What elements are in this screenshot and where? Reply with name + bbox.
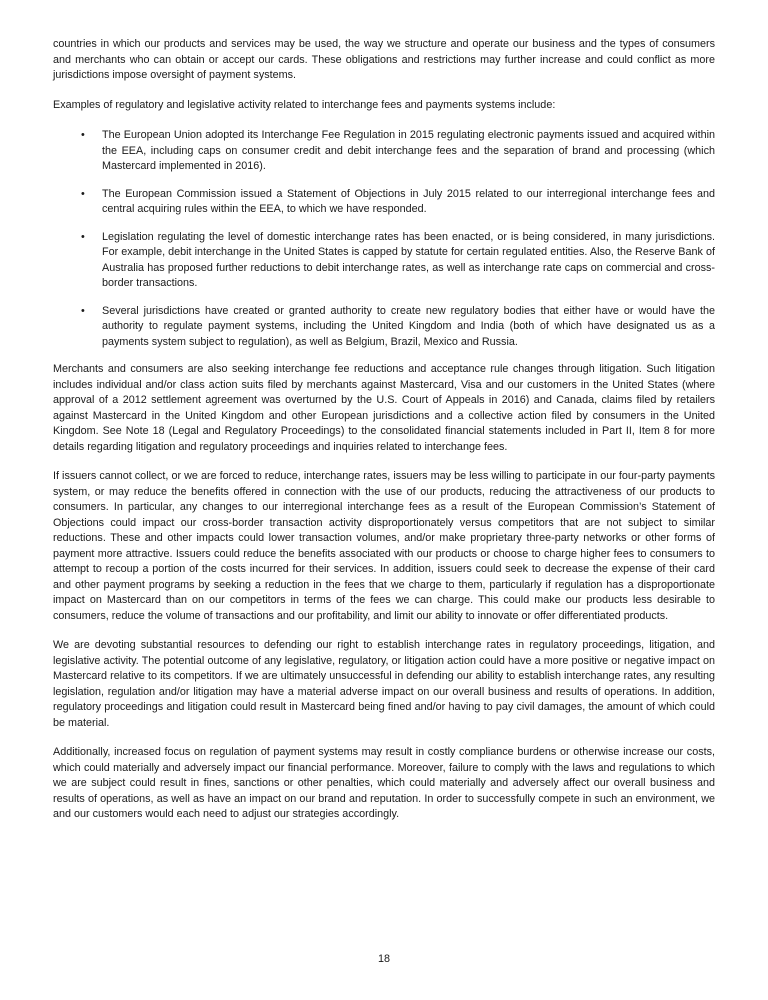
paragraph-examples-lead: Examples of regulatory and legislative activity related to interchange fees and payments systems include: xyxy=(53,98,556,111)
bullet-marker: • xyxy=(81,129,85,141)
bullet-list xyxy=(53,128,715,350)
paragraph-compliance-burdens: Additionally, increased focus on regulation of payment systems may result in costly compliance burdens or otherwise increase our costs, which could materially and adversely impact our financial performance. Moreover, failure to comply with the laws and regulations to which we are subject could result in fines, sanctions or other penalties, which could materially and adversely affect our overall business and results of operations, as well as have an impact on our brand and reputation. In order to successfully compete in such an environment, we and our customers would each need to adjust our strategies accordingly. xyxy=(53,746,715,820)
bullet-item-ec-statement-of-objections xyxy=(53,187,715,218)
paragraph-intro: countries in which our products and services may be used, the way we structure and operate our business and the types of consumers and merchants who can obtain or accept our cards. These obligations and restrictions may further increase and could conflict as more jurisdictions impose oversight of payment systems. xyxy=(53,38,715,81)
bullet-marker: • xyxy=(81,304,85,317)
bullet-text: The European Union adopted its Interchange Fee Regulation in 2015 regulating electronic payments issued and acquired within the EEA, including caps on consumer credit and debit interchange fees and the separation of brand and processing (which Mastercard implemented in 2016). xyxy=(102,129,715,172)
paragraph-litigation: Merchants and consumers are also seeking interchange fee reductions and acceptance rule changes through litigation. Such litigation includes individual and/or class action suits filed by merchants against Mastercard, Visa and our customers in the United States (where approval of a 2012 settlement agreement was overturned by the U.S. Court of Appeals in 2016) and Canada, claims filed by retailers against Mastercard in the United Kingdom and other European jurisdictions and a collective action filed by consumers in the United Kingdom. See Note 18 (Legal and Regulatory Proceedings) to the consolidated financial statements included in Part II, Item 8 for more details regarding litigation and regulatory proceedings and inquiries related to interchange fees. xyxy=(53,363,715,453)
paragraph-defending-resources: We are devoting substantial resources to defending our right to establish interchange rates in regulatory proceedings, litigation, and legislative activity. The potential outcome of any legislative, regulatory, or litigation action could have a more positive or negative impact on Mastercard relative to its competitors. If we are ultimately unsuccessful in defending our ability to establish interchange rates, any resulting legislation, regulation and/or litigation may have a material adverse impact on our overall business and results of operations. In addition, regulatory proceedings and litigation could result in Mastercard being fined and/or having to pay civil damages, the amount of which could be material. xyxy=(53,639,715,729)
bullet-marker: • xyxy=(81,187,85,200)
page-number: 18 xyxy=(377,953,390,965)
bullet-marker: • xyxy=(81,230,85,243)
bullet-text: Legislation regulating the level of domestic interchange rates has been enacted, or is being considered, in many jurisdictions. For example, debit interchange in the United States is capped by statute for certain regulated entities. Also, the Reserve Bank of Australia has proposed further reductions to debit interchange rates, as well as interchange rate caps on commercial and cross-border transactions. xyxy=(102,230,715,289)
bullet-text: Several jurisdictions have created or granted authority to create new regulatory bodies that either have or would have the authority to regulate payment systems, including the United Kingdom and India (both of which have designated us as a payments system subject to regulation), as well as Belgium, Brazil, Mexico and Russia. xyxy=(102,304,715,348)
bullet-item-domestic-interchange-legislation xyxy=(53,230,715,292)
bullet-text: The European Commission issued a Statement of Objections in July 2015 related to our interregional interchange fees and central acquiring rules within the EEA, to which we have responded. xyxy=(102,187,715,215)
bullet-item-eu-interchange-fee-regulation xyxy=(53,128,715,175)
bullet-item-new-regulatory-bodies xyxy=(53,304,715,351)
paragraph-issuer-impacts: If issuers cannot collect, or we are forced to reduce, interchange rates, issuers may be less willing to participate in our four-party payments system, or may reduce the benefits offered in connection with the use of our products, reducing the attractiveness of our products to consumers. In particular, any changes to our interregional interchange fees as a result of the European Commission’s Statement of Objections could impact our cross-border transaction activity disproportionately versus competitors that are not subject to similar reductions. These and other impacts could lower transaction volumes, and/or make proprietary three-party networks or other forms of payment more attractive. Issuers could reduce the benefits associated with our products or choose to charge higher fees to consumers to attempt to recoup a portion of the costs incurred for their services. In addition, issuers could seek to decrease the expense of their card and other payment programs by seeking a reduction in the fees that we charge to them, particularly if regulation has a disproportionate impact on Mastercard than on our competitors in terms of the fees we can charge. This could make our products less desirable to consumers, reduce the volume of transactions and our profitability, and limit our ability to innovate or offer differentiated products. xyxy=(53,470,715,622)
